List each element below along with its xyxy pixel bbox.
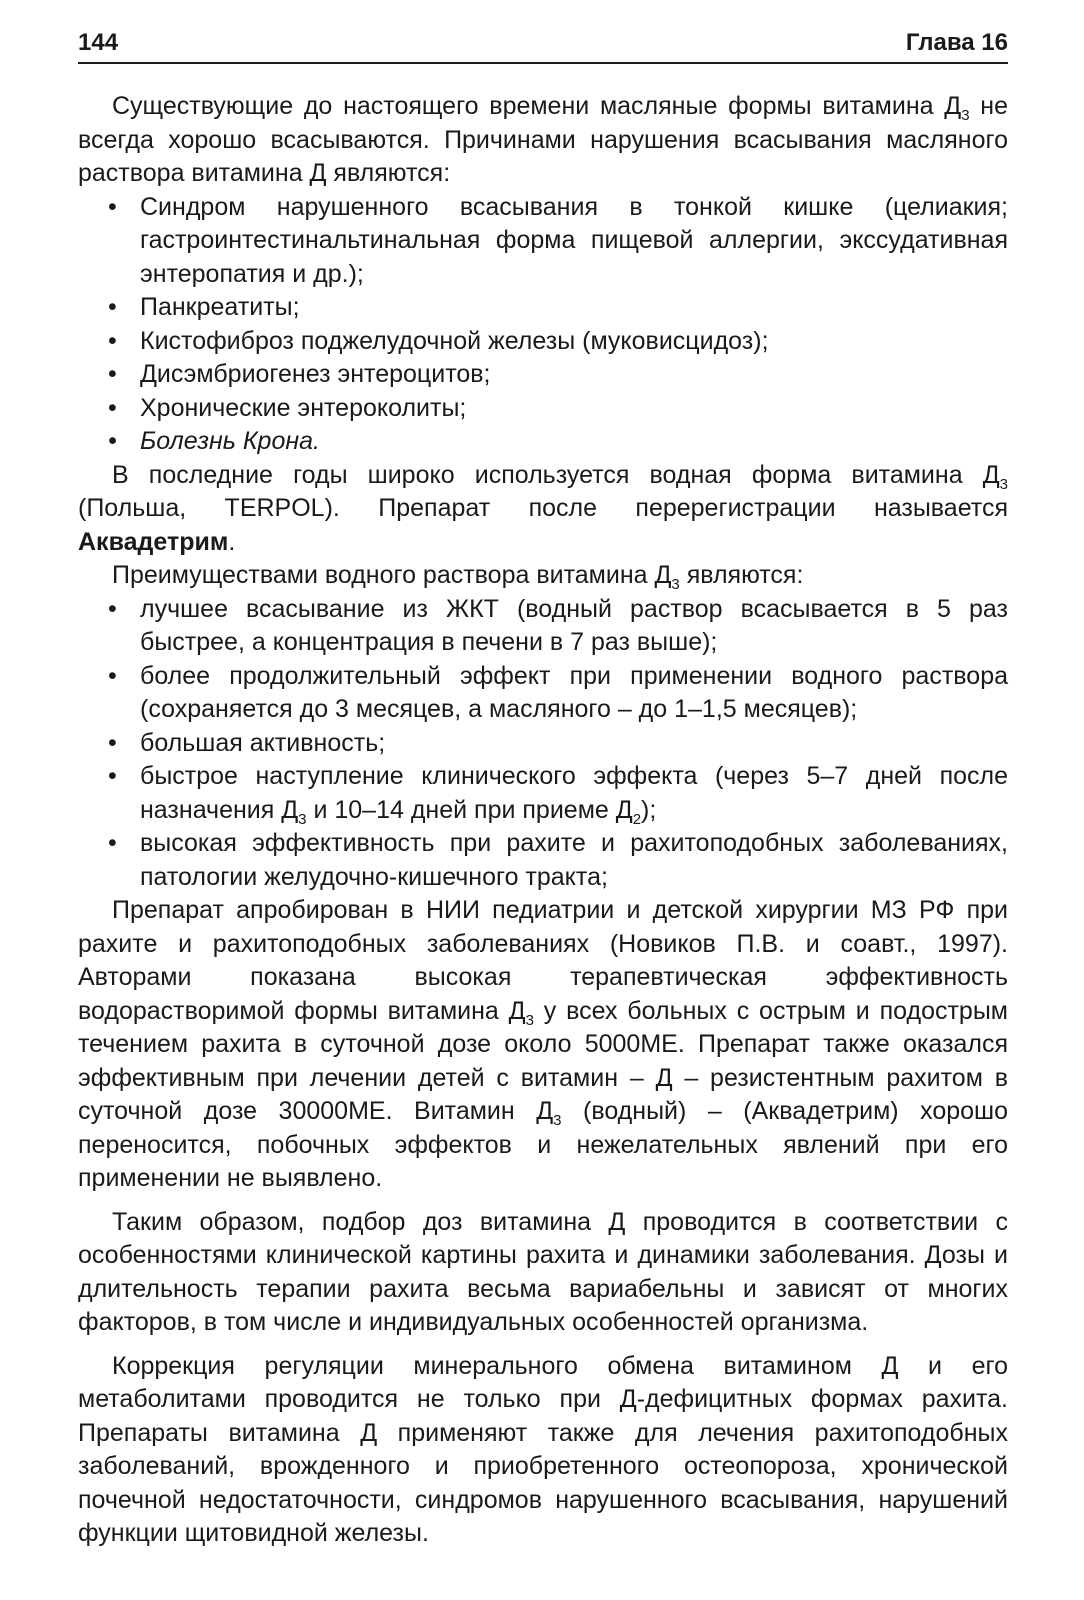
list-item: • более продолжительный эффект при применении водного раствора (сохраняется до 3 месяцев, а масляного – до 1–1,5 месяцев); (78, 660, 1008, 727)
list-item: • Панкреатиты; (78, 291, 1008, 325)
list-item: • высокая эффективность при рахите и рахитоподобных заболеваниях, патологии желудочно-кишечного тракта; (78, 827, 1008, 894)
advantages-list (78, 593, 1008, 895)
list-item: • быстрое наступление клинического эффекта (через 5–7 дней после назначения $Д_3$ и 10–14 дней при приеме $Д_2$); (78, 760, 1008, 827)
paragraph-advantages-intro: Преимуществами водного раствора витамина $Д_3$ являются: (112, 561, 804, 593)
list-item: • лучшее всасывание из ЖКТ (водный раствор всасывается в 5 раз быстрее, а концентрация в печени в 7 раз выше); (78, 593, 1008, 660)
page-number: 144 (78, 29, 119, 56)
list-item: • большая активность; (78, 727, 1008, 761)
body-text (78, 90, 1008, 1551)
paragraph-dose-selection: Таким образом, подбор доз витамина Д проводится в соответствии с особенностями клинической картины рахита и динамики заболевания. Дозы и длительность терапии рахита весьма вариабельны и зависят от многих факторов, в том числе и индивидуальных особенностей организма. (78, 1207, 1008, 1336)
list-item: • Хронические энтероколиты; (78, 392, 1008, 426)
book-page (78, 28, 1008, 1551)
list-item: • Болезнь Крона. (78, 425, 1008, 459)
paragraph-clinical-trial: Препарат апробирован в НИИ педиатрии и детской хирургии МЗ РФ при рахите и рахитоподобных заболеваниях (Новиков П.В. и соавт., 1997). Авторами показана высокая терапевтическая эффективность водорастворимой формы витамина $Д_3$ у всех больных с острым и подострым течением рахита в суточной дозе около 5000МЕ. Препарат также оказался эффективным при лечении детей с витамин – Д – резистентным рахитом в суточной дозе 30000МЕ. Витамин $Д_3$ (водный) – (Аквадетрим) хорошо переносится, побочных эффектов и нежелательных явлений при его применении не выявлено. (78, 896, 1008, 1192)
paragraph-mineral-metabolism: Коррекция регуляции минерального обмена витамином Д и его метаболитами проводится не только при Д-дефицитных формах рахита. Препараты витамина Д применяют также для лечения рахитоподобных заболеваний, врожденного и приобретенного остеопороза, хронической почечной недостаточности, синдромов нарушенного всасывания, нарушений функции щитовидной железы. (78, 1351, 1008, 1547)
malabsorption-causes-list (78, 191, 1008, 459)
paragraph-water-form: В последние годы широко используется водная форма витамина $Д_3$ (Польша, TERPOL). Препарат после перерегистрации называется Аквадетрим. (78, 460, 1008, 556)
paragraph-oil-forms: Существующие до настоящего времени масляные формы витамина $Д_3$ не всегда хорошо всасываются. Причинами нарушения всасывания масляного раствора витамина Д являются: (78, 92, 1008, 187)
running-head (78, 28, 1008, 64)
chapter-title: Глава 16 (905, 29, 1008, 56)
list-item: • Кистофиброз поджелудочной железы (муковисцидоз); (78, 325, 1008, 359)
drug-name: Аквадетрим (78, 527, 229, 556)
list-item: • Синдром нарушенного всасывания в тонкой кишке (целиакия; гастроинтестинальтинальная форма пищевой аллергии, экссудативная энтеропатия и др.); (78, 191, 1008, 292)
list-item: • Дисэмбриогенез энтероцитов; (78, 358, 1008, 392)
